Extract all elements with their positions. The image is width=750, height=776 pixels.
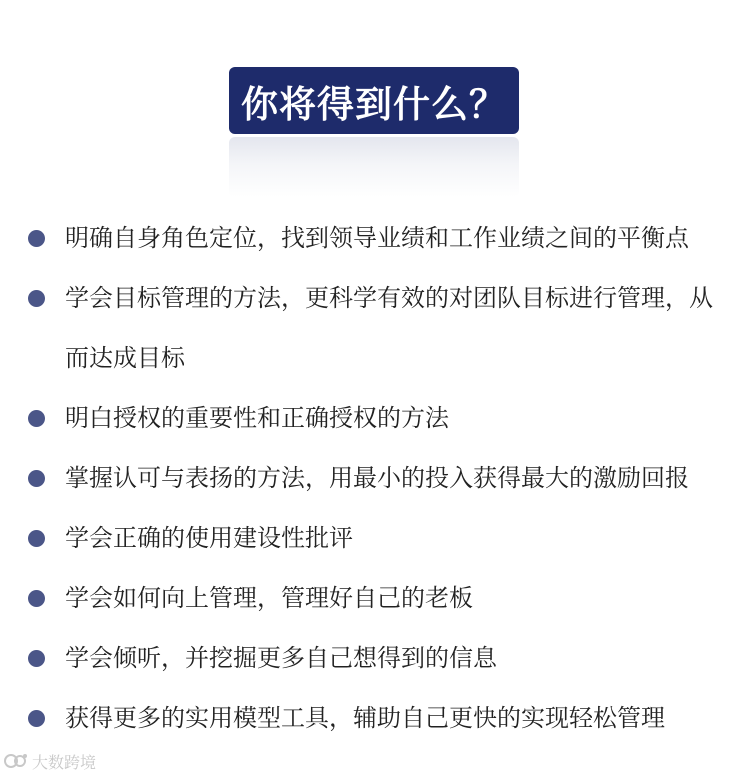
list-item-text: 获得更多的实用模型工具，辅助自己更快的实现轻松管理: [65, 704, 665, 732]
title-box: [229, 67, 519, 134]
bullet-dot-icon: [28, 590, 45, 607]
list-item-text: 学会如何向上管理，管理好自己的老板: [65, 584, 473, 612]
list-item: [0, 208, 750, 268]
bullet-dot-icon: [28, 230, 45, 247]
list-item-text: 明白授权的重要性和正确授权的方法: [65, 404, 449, 432]
bullet-dot-icon: [28, 650, 45, 667]
list-item: [0, 628, 750, 688]
bullet-dot-icon: [28, 410, 45, 427]
page-title: 你将得到什么？: [241, 82, 507, 126]
bullet-dot-icon: [28, 470, 45, 487]
bullet-dot-icon: [28, 530, 45, 547]
benefit-list: [0, 208, 750, 748]
bullet-dot-icon: [28, 290, 45, 307]
list-item-text: 学会目标管理的方法，更科学有效的对团队目标进行管理，从而达成目标: [65, 284, 713, 372]
watermark: [4, 748, 96, 774]
list-item-text: 明确自身角色定位，找到领导业绩和工作业绩之间的平衡点: [65, 224, 689, 252]
list-item: [0, 688, 750, 748]
watermark-text: 大数跨境: [32, 752, 97, 772]
title-banner: [229, 67, 519, 197]
brand-logo-icon: [4, 752, 28, 770]
list-item-text: 学会倾听，并挖掘更多自己想得到的信息: [65, 644, 497, 672]
list-item: [0, 448, 750, 508]
bullet-dot-icon: [28, 710, 45, 727]
list-item-text: 掌握认可与表扬的方法，用最小的投入获得最大的激励回报: [65, 464, 689, 492]
list-item: [0, 388, 750, 448]
list-item: [0, 508, 750, 568]
list-item-text: 学会正确的使用建设性批评: [65, 524, 353, 552]
list-item: [0, 568, 750, 628]
title-reflection: [229, 137, 519, 197]
list-item: [0, 268, 750, 388]
